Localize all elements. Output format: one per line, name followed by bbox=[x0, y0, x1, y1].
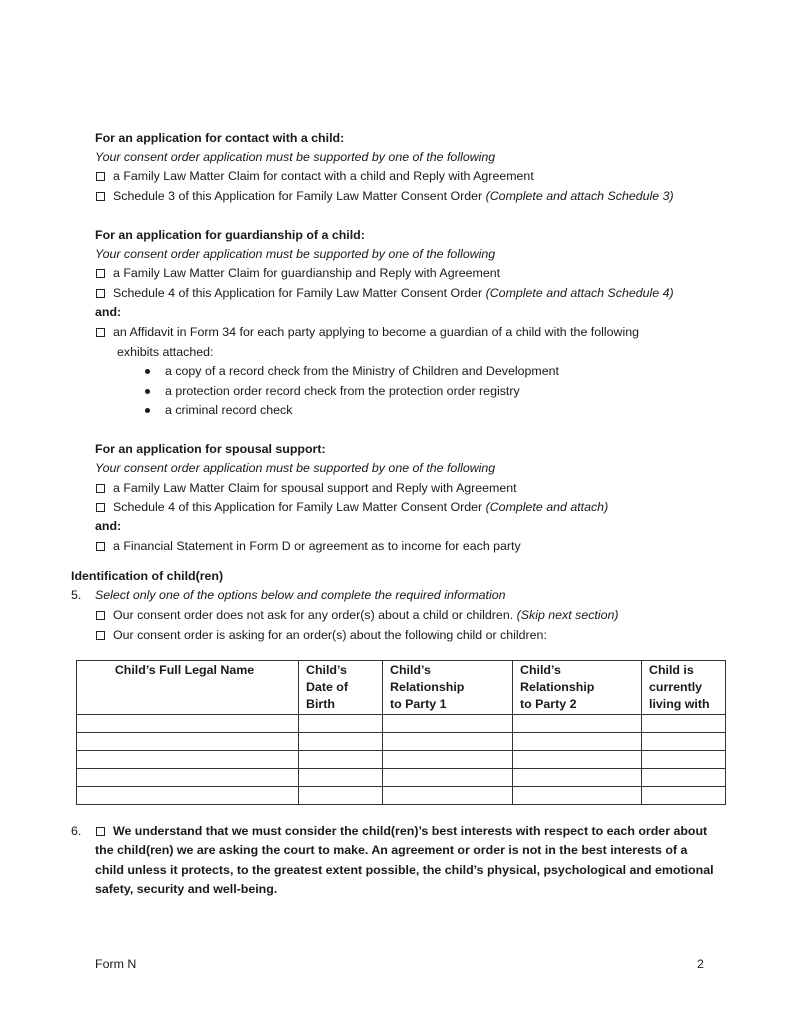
table-cell[interactable] bbox=[383, 715, 513, 733]
footer-form-name: Form N bbox=[95, 957, 137, 971]
table-row bbox=[77, 751, 726, 769]
item-number-6: 6. bbox=[71, 824, 82, 838]
spousal-option-2: Schedule 4 of this Application for Family Law Matter Consent Order (Complete and attach) bbox=[96, 499, 608, 515]
table-cell[interactable] bbox=[642, 733, 726, 751]
bullet-icon bbox=[145, 408, 150, 413]
table-cell[interactable] bbox=[77, 787, 299, 805]
table-cell[interactable] bbox=[513, 733, 642, 751]
table-row bbox=[77, 769, 726, 787]
table-cell[interactable] bbox=[77, 733, 299, 751]
guardianship-affidavit: an Affidavit in Form 34 for each party applying to become a guardian of a child with the following bbox=[96, 324, 639, 340]
checkbox-icon[interactable] bbox=[96, 827, 105, 836]
table-cell[interactable] bbox=[642, 715, 726, 733]
spousal-option-3: a Financial Statement in Form D or agreement as to income for each party bbox=[96, 538, 521, 554]
table-cell[interactable] bbox=[383, 769, 513, 787]
understanding-line-2: the child(ren) we are asking the court to make. An agreement or order is not in the best interests of a bbox=[95, 843, 688, 857]
table-row bbox=[77, 715, 726, 733]
identification-instruction: Select only one of the options below and complete the required information bbox=[95, 588, 506, 602]
contact-intro: Your consent order application must be supported by one of the following bbox=[95, 150, 496, 164]
table-cell[interactable] bbox=[513, 769, 642, 787]
checkbox-icon[interactable] bbox=[96, 503, 105, 512]
table-cell[interactable] bbox=[299, 787, 383, 805]
spousal-option-1: a Family Law Matter Claim for spousal support and Reply with Agreement bbox=[96, 480, 517, 496]
table-cell[interactable] bbox=[383, 733, 513, 751]
table-cell[interactable] bbox=[513, 787, 642, 805]
table-cell[interactable] bbox=[513, 715, 642, 733]
bullet-icon bbox=[145, 389, 150, 394]
understanding-line-3: child unless it protects, to the greatest extent possible, the child’s physical, psychological and emotional bbox=[95, 863, 714, 877]
table-cell[interactable] bbox=[642, 769, 726, 787]
table-cell[interactable] bbox=[77, 769, 299, 787]
children-table bbox=[76, 660, 726, 805]
checkbox-icon[interactable] bbox=[96, 484, 105, 493]
header-relationship-party-2: Child’s Relationship to Party 2 bbox=[513, 661, 642, 715]
checkbox-icon[interactable] bbox=[96, 542, 105, 551]
contact-option-1: a Family Law Matter Claim for contact with a child and Reply with Agreement bbox=[96, 168, 534, 184]
header-relationship-party-1: Child’s Relationship to Party 1 bbox=[383, 661, 513, 715]
header-child-name: Child’s Full Legal Name bbox=[77, 661, 299, 715]
table-cell[interactable] bbox=[299, 751, 383, 769]
bullet-item: a criminal record check bbox=[165, 403, 293, 417]
spousal-heading: For an application for spousal support: bbox=[95, 442, 326, 456]
checkbox-icon[interactable] bbox=[96, 269, 105, 278]
table-header-row bbox=[77, 661, 726, 715]
guardianship-affidavit-cont: exhibits attached: bbox=[117, 345, 214, 359]
checkbox-icon[interactable] bbox=[96, 192, 105, 201]
bullet-item: a protection order record check from the protection order registry bbox=[165, 384, 520, 398]
identification-option-1: Our consent order does not ask for any order(s) about a child or children. (Skip next section) bbox=[96, 607, 619, 623]
table-cell[interactable] bbox=[299, 733, 383, 751]
table-row bbox=[77, 787, 726, 805]
table-cell[interactable] bbox=[383, 787, 513, 805]
contact-heading: For an application for contact with a child: bbox=[95, 131, 345, 145]
table-cell[interactable] bbox=[299, 715, 383, 733]
checkbox-icon[interactable] bbox=[96, 172, 105, 181]
table-cell[interactable] bbox=[642, 751, 726, 769]
checkbox-icon[interactable] bbox=[96, 289, 105, 298]
guardianship-and: and: bbox=[95, 305, 122, 319]
checkbox-icon[interactable] bbox=[96, 631, 105, 640]
footer-page-number: 2 bbox=[697, 957, 704, 971]
table-cell[interactable] bbox=[513, 751, 642, 769]
understanding-line-1: We understand that we must consider the child(ren)’s best interests with respect to each order about bbox=[96, 823, 707, 839]
identification-heading: Identification of child(ren) bbox=[71, 569, 224, 583]
item-number-5: 5. bbox=[71, 588, 82, 602]
identification-option-2: Our consent order is asking for an order(s) about the following child or children: bbox=[96, 627, 547, 643]
contact-option-2: Schedule 3 of this Application for Family Law Matter Consent Order (Complete and attach Schedule 3) bbox=[96, 188, 674, 204]
guardianship-intro: Your consent order application must be supported by one of the following bbox=[95, 247, 496, 261]
header-living-with: Child is currently living with bbox=[642, 661, 726, 715]
table-cell[interactable] bbox=[77, 715, 299, 733]
table-row bbox=[77, 733, 726, 751]
table-cell[interactable] bbox=[642, 787, 726, 805]
guardianship-heading: For an application for guardianship of a child: bbox=[95, 228, 365, 242]
table-cell[interactable] bbox=[299, 769, 383, 787]
bullet-icon bbox=[145, 369, 150, 374]
guardianship-option-1: a Family Law Matter Claim for guardianship and Reply with Agreement bbox=[96, 265, 500, 281]
understanding-line-4: safety, security and well-being. bbox=[95, 882, 278, 896]
spousal-and: and: bbox=[95, 519, 122, 533]
guardianship-option-2: Schedule 4 of this Application for Family Law Matter Consent Order (Complete and attach Schedule 4) bbox=[96, 285, 674, 301]
checkbox-icon[interactable] bbox=[96, 328, 105, 337]
spousal-intro: Your consent order application must be supported by one of the following bbox=[95, 461, 496, 475]
table-cell[interactable] bbox=[383, 751, 513, 769]
bullet-item: a copy of a record check from the Ministry of Children and Development bbox=[165, 364, 559, 378]
table-cell[interactable] bbox=[77, 751, 299, 769]
checkbox-icon[interactable] bbox=[96, 611, 105, 620]
header-date-of-birth: Child’s Date of Birth bbox=[299, 661, 383, 715]
